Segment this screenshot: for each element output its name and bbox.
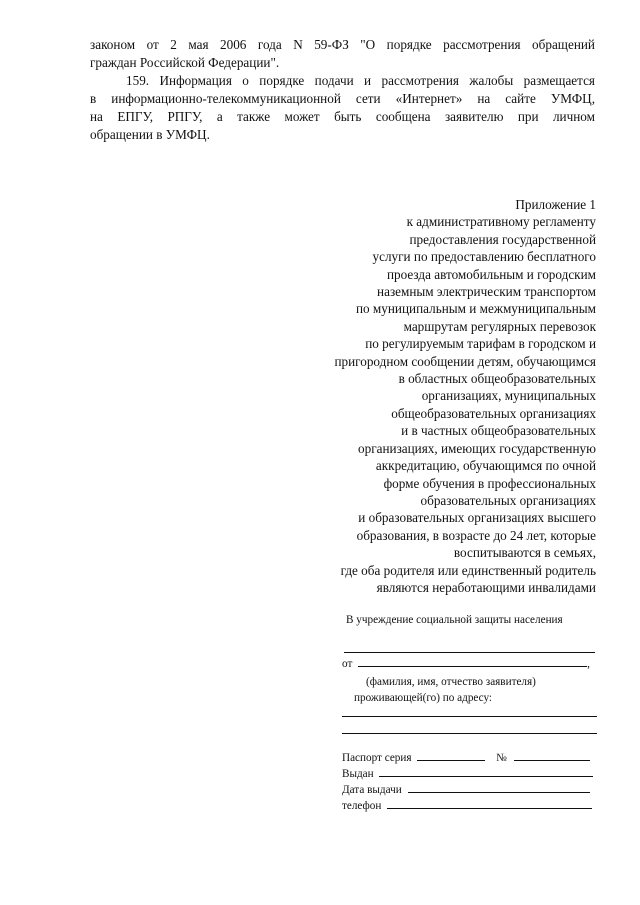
address-field-line-2[interactable] (342, 733, 597, 734)
addressee-label: В учреждение социальной защиты населения (346, 614, 563, 626)
appendix-line: услуги по предоставлению бесплатного (372, 249, 596, 265)
clause-line: 159. Информация о порядке подачи и рассмотрения жалобы размещается (126, 73, 595, 88)
issued-label: Выдан (342, 768, 374, 780)
appendix-line: по муниципальным и межмуниципальным (355, 301, 596, 317)
appendix-line: и в частных общеобразовательных (401, 423, 596, 439)
issue-date-label: Дата выдачи (342, 784, 402, 796)
appendix-line: являются неработающими инвалидами (376, 579, 596, 595)
passport-series-label: Паспорт серия (342, 752, 412, 764)
appendix-line: маршрутам регулярных перевозок (403, 318, 596, 334)
appendix-line: где оба родителя или единственный родитель (340, 562, 596, 578)
passport-number-field-line[interactable] (514, 750, 590, 761)
appendix-line: аккредитацию, обучающимся по очной (375, 458, 596, 474)
phone-label: телефон (342, 800, 382, 812)
appendix-line: и образовательных организациях высшего (358, 510, 596, 526)
appendix-line: к административному регламенту (406, 214, 596, 230)
clause-159-paragraph (90, 72, 595, 144)
applicant-name-field-line[interactable] (358, 656, 587, 667)
clause-line: обращении в УМФЦ. (90, 127, 210, 142)
appendix-line: предоставления государственной (409, 231, 596, 247)
passport-series-field-line[interactable] (417, 750, 485, 761)
appendix-line: в областных общеобразовательных (398, 371, 596, 387)
intro-line: граждан Российской Федерации". (90, 55, 280, 70)
institution-field-line[interactable] (344, 652, 595, 653)
clause-line: в информационно-телекоммуникационной сети «Интернет» на сайте УМФЦ, (90, 91, 595, 106)
address-field-line-1[interactable] (342, 716, 597, 717)
appendix-line: пригородном сообщении детям, обучающимся (334, 353, 596, 369)
from-label: от (342, 658, 353, 670)
appendix-line: воспитываются в семьях, (453, 545, 596, 561)
appendix-line: проезда автомобильным и городским (386, 266, 596, 282)
name-hint: (фамилия, имя, отчество заявителя) (366, 676, 536, 688)
appendix-header (256, 196, 596, 596)
intro-line: законом от 2 мая 2006 года N 59-ФЗ "О порядке рассмотрения обращений (90, 37, 595, 52)
issue-date-field-line[interactable] (408, 782, 590, 793)
appendix-line: форме обучения в профессиональных (383, 475, 596, 491)
appendix-line: организациях, имеющих государственную (358, 440, 596, 456)
application-form (342, 612, 597, 814)
address-label: проживающей(го) по адресу: (354, 692, 493, 704)
appendix-line: образования, в возрасте до 24 лет, которые (356, 527, 596, 543)
appendix-line: общеобразовательных организациях (391, 405, 596, 421)
clause-line: на ЕПГУ, РПГУ, а также может быть сообщена заявителю при личном (90, 109, 595, 124)
phone-field-line[interactable] (387, 798, 592, 809)
issued-by-field-line[interactable] (379, 766, 593, 777)
appendix-line: образовательных организациях (420, 492, 596, 508)
passport-number-label: № (496, 752, 507, 764)
appendix-title: Приложение 1 (515, 197, 596, 212)
appendix-line: по регулируемым тарифам в городском и (365, 336, 596, 352)
from-comma: , (587, 658, 590, 670)
intro-paragraph (90, 36, 595, 72)
appendix-line: организациях, муниципальных (421, 388, 596, 404)
appendix-line: наземным электрическим транспортом (377, 284, 596, 300)
